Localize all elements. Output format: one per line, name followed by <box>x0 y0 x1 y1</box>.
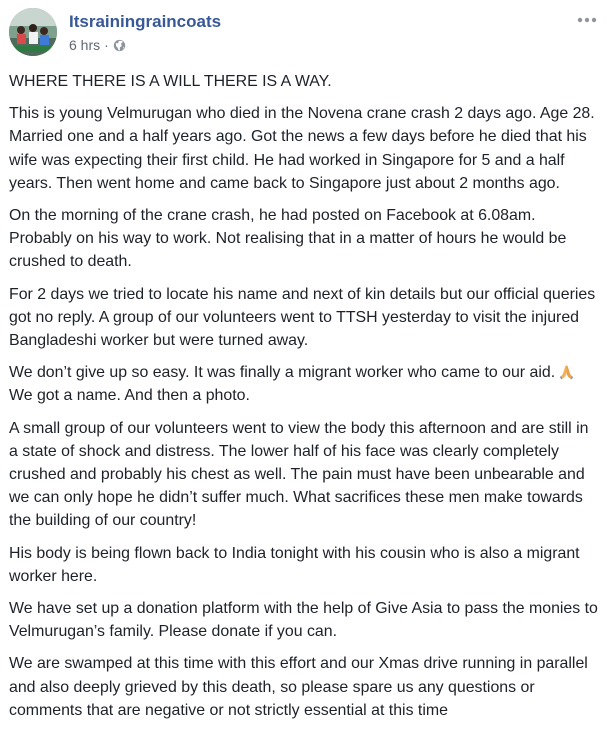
post-paragraph: WHERE THERE IS A WILL THERE IS A WAY. <box>9 73 332 90</box>
post-author-link[interactable]: Itsrainingraincoats <box>69 12 222 31</box>
post-paragraph: We have set up a donation platform with the help of Give Asia to pass the monies to Velmurugan’s family. Please donate if you can. <box>9 600 598 641</box>
meta-separator: · <box>104 37 109 53</box>
globe-icon[interactable] <box>113 39 126 52</box>
avatar-image <box>9 8 57 56</box>
post-paragraph: A small group of our volunteers went to view the body this afternoon and are still in a state of shock and distress. The lower half of his face was clearly completely crushed and probably his chest as well. The pain must have been unbearable and we can only hope he didn’t suffer much. What sacrifices these men make towards the building of our country! <box>9 419 589 530</box>
post-meta <box>69 37 126 53</box>
post-paragraph: This is young Velmurugan who died in the Novena crane crash 2 days ago. Age 28. Married one and a half years ago. Got the news a few days before he died that his wife was expecting their first child. He had worked in Singapore for 5 and a half years. Then went home and came back to Singapore just about 2 months ago. <box>9 105 595 192</box>
post-paragraph: For 2 days we tried to locate his name and next of kin details but our official queries got no reply. A group of our volunteers went to TTSH yesterday to visit the injured Bangladeshi worker but were turned away. <box>9 285 596 350</box>
post-timestamp[interactable]: 6 hrs <box>69 37 101 53</box>
folded-hands-icon <box>558 363 575 380</box>
group-photo-avatar[interactable] <box>9 8 57 56</box>
post-paragraph: On the morning of the crane crash, he had posted on Facebook at 6.08am. Probably on his way to work. Not realising that in a matter of hours he would be crushed to death. <box>9 207 567 271</box>
post-body <box>9 70 601 731</box>
post-paragraph-text: We don’t give up so easy. It was finally a migrant worker who came to our aid. <box>9 364 556 382</box>
more-options-icon[interactable] <box>575 10 599 30</box>
post-header <box>9 8 599 56</box>
post-paragraph: His body is being flown back to India tonight with his cousin who is also a migrant worker here. <box>9 544 580 585</box>
post-paragraph <box>9 361 601 407</box>
post-paragraph-text: We got a name. And then a photo. <box>9 387 250 405</box>
post-paragraph: We are swamped at this time with this effort and our Xmas drive running in parallel and also deeply grieved by this death, so please spare us any questions or comments that are negative or not strictly essential at this time <box>9 655 588 719</box>
